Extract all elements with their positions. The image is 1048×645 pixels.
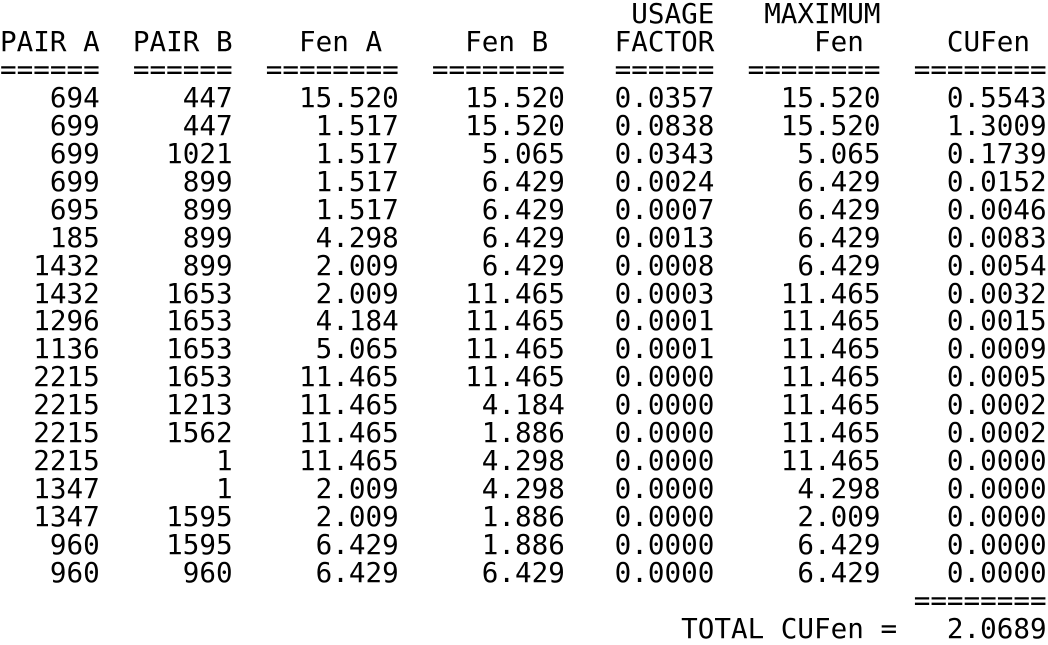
table-row: 699 899 1.517 6.429 0.0024 6.429 0.0152 [0,164,1047,198]
total-separator-line: ======== [0,584,1047,618]
table-row: 1347 1595 2.009 1.886 0.0000 2.009 0.0000 [0,500,1047,534]
table-row: 1296 1653 4.184 11.465 0.0001 11.465 0.0015 [0,304,1047,338]
table-row: 1432 1653 2.009 11.465 0.0003 11.465 0.0032 [0,276,1047,310]
table-row: 1432 899 2.009 6.429 0.0008 6.429 0.0054 [0,248,1047,282]
table-row: 2215 1562 11.465 1.886 0.0000 11.465 0.0002 [0,416,1047,450]
total-line: TOTAL CUFen = 2.0689 [0,611,1047,645]
table-row: 699 447 1.517 15.520 0.0838 15.520 1.3009 [0,108,1047,142]
table-row: 1347 1 2.009 4.298 0.0000 4.298 0.0000 [0,472,1047,506]
header-line-1: USAGE MAXIMUM [0,0,1047,30]
table-row: 2215 1213 11.465 4.184 0.0000 11.465 0.0002 [0,388,1047,422]
table-row: 699 1021 1.517 5.065 0.0343 5.065 0.1739 [0,136,1047,170]
table-row: 2215 1 11.465 4.298 0.0000 11.465 0.0000 [0,444,1047,478]
header-separator-line: ====== ====== ======== ======== ====== ======== ======== [0,52,1047,86]
table-row: 1136 1653 5.065 11.465 0.0001 11.465 0.0009 [0,332,1047,366]
table-row: 185 899 4.298 6.429 0.0013 6.429 0.0083 [0,220,1047,254]
table-row: 2215 1653 11.465 11.465 0.0000 11.465 0.0005 [0,360,1047,394]
table-row: 960 960 6.429 6.429 0.0000 6.429 0.0000 [0,556,1047,590]
header-line-2: PAIR A PAIR B Fen A Fen B FACTOR Fen CUFen [0,24,1047,58]
table-row: 960 1595 6.429 1.886 0.0000 6.429 0.0000 [0,528,1047,562]
table-row: 694 447 15.520 15.520 0.0357 15.520 0.5543 [0,80,1047,114]
table-row: 695 899 1.517 6.429 0.0007 6.429 0.0046 [0,192,1047,226]
